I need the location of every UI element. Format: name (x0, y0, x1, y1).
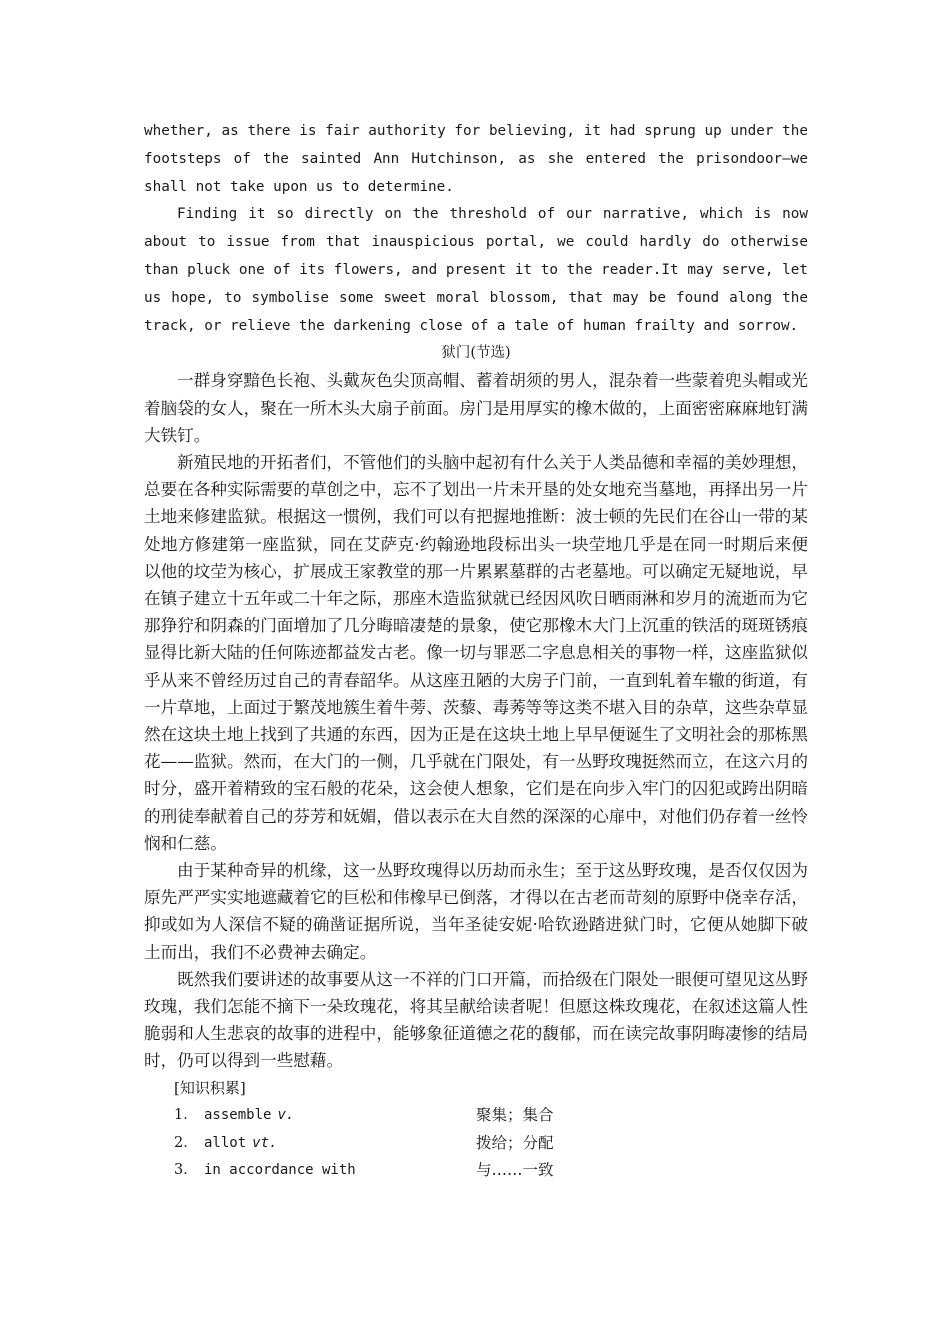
vocabulary-definition: 拨给；分配 (476, 1133, 554, 1152)
vocabulary-definition: 聚集；集合 (476, 1106, 554, 1125)
english-paragraph-1: whether, as there is fair authority for believing, it had sprung up under the footsteps of the sainted Ann Hutchinson, as she entered the prisondoor—we shall not take upon us to determine. (144, 123, 808, 195)
vocabulary-term (204, 1102, 476, 1130)
document-page (144, 118, 808, 1185)
translation-paragraph-1: 一群身穿黯色长袍、头戴灰色尖顶高帽、蓄着胡须的男人，混杂着一些蒙着兜头帽或光着脑袋的女人，聚在一所木头大扇子前面。房门是用厚实的橡木做的，上面密密麻麻地钉满大铁钉。 (144, 371, 808, 445)
vocabulary-number: 2． (174, 1134, 198, 1151)
knowledge-section-label: [知识积累] (174, 1078, 246, 1097)
vocabulary-item (144, 1102, 808, 1130)
vocabulary-term (204, 1130, 476, 1158)
vocabulary-definition: 与……一致 (476, 1161, 554, 1180)
vocabulary-list (144, 1102, 808, 1185)
vocabulary-item (144, 1130, 808, 1158)
translation-paragraph-3: 由于某种奇异的机缘，这一丛野玫瑰得以历劫而永生；至于这丛野玫瑰，是否仅仅因为原先严严实实地遮藏着它的巨松和伟橡早已倒落，才得以在古老而苛刻的原野中侥幸存活，抑或如为人深信不疑的确凿证据所说，当年圣徒安妮·哈钦逊踏进狱门时，它便从她脚下破土而出，我们不必费神去确定。 (144, 861, 808, 962)
vocabulary-word: allot (204, 1134, 247, 1151)
vocabulary-item (144, 1157, 808, 1185)
part-of-speech: vt. (252, 1134, 278, 1151)
vocabulary-number: 3． (174, 1162, 198, 1179)
translation-paragraph-2: 新殖民地的开拓者们，不管他们的头脑中起初有什么关于人类品德和幸福的美妙理想，总要在各种实际需要的草创之中，忘不了划出一片未开垦的处女地充当墓地，再择出另一片土地来修建监狱。根据这一惯例，我们可以有把握地推断：波士顿的先民们在谷山一带的某处地方修建第一座监狱，同在艾萨克·约翰逊地段标出头一块茔地几乎是在同一时期后来便以他的坟茔为核心，扩展成王家教堂的那一片累累墓群的古老墓地。可以确定无疑地说，早在镇子建立十五年或二十年之际，那座木造监狱就已经因风吹日晒雨淋和岁月的流逝而为它那狰狞和阴森的门面增加了几分晦暗凄楚的景象，使它那橡木大门上沉重的铁活的斑斑锈痕显得比新大陆的任何陈迹都益发古老。像一切与罪恶二字息息相关的事物一样，这座监狱似乎从来不曾经历过自己的青春韶华。从这座丑陋的大房子门前，一直到轧着车辙的街道，有一片草地，上面过于繁茂地簇生着牛蒡、茨藜、毒莠等等这类不堪入目的杂草，这些杂草显然在这块土地上找到了共通的东西，因为正是在这块土地上早早便诞生了文明社会的那栋黑花——监狱。然而，在大门的一侧，几乎就在门限处，有一丛野玫瑰挺然而立，在这六月的时分，盛开着精致的宝石般的花朵，这会使人想象，它们是在向步入牢门的囚犯或跨出阴暗的刑徒奉献着自己的芬芳和妩媚，借以表示在大自然的深深的心扉中，对他们仍存着一丝怜悯和仁慈。 (144, 452, 808, 853)
vocabulary-number: 1． (174, 1107, 198, 1124)
english-paragraph-2: Finding it so directly on the threshold of our narrative, which is now about to issue from that inauspicious portal, we could hardly do otherwise than pluck one of its flowers, and present it to the reader.It may serve, let us hope, to symbolise some sweet moral blossom, that may be found along the track, or relieve the darkening close of a tale of human frailty and sorrow. (144, 206, 808, 334)
translation-paragraph-4: 既然我们要讲述的故事要从这一不祥的门口开篇，而拾级在门限处一眼便可望见这丛野玫瑰，我们怎能不摘下一朵玫瑰花，将其呈献给读者呢！但愿这株玫瑰花，在叙述这篇人性脆弱和人生悲哀的故事的进程中，能够象征道德之花的馥郁，而在读完故事阴晦凄惨的结局时，仍可以得到一些慰藉。 (144, 969, 808, 1071)
vocabulary-word: in accordance with (204, 1162, 356, 1179)
vocabulary-word: assemble (204, 1107, 272, 1124)
vocabulary-term (204, 1157, 476, 1185)
part-of-speech: v. (277, 1107, 295, 1124)
translation-title: 狱门(节选) (441, 345, 511, 362)
